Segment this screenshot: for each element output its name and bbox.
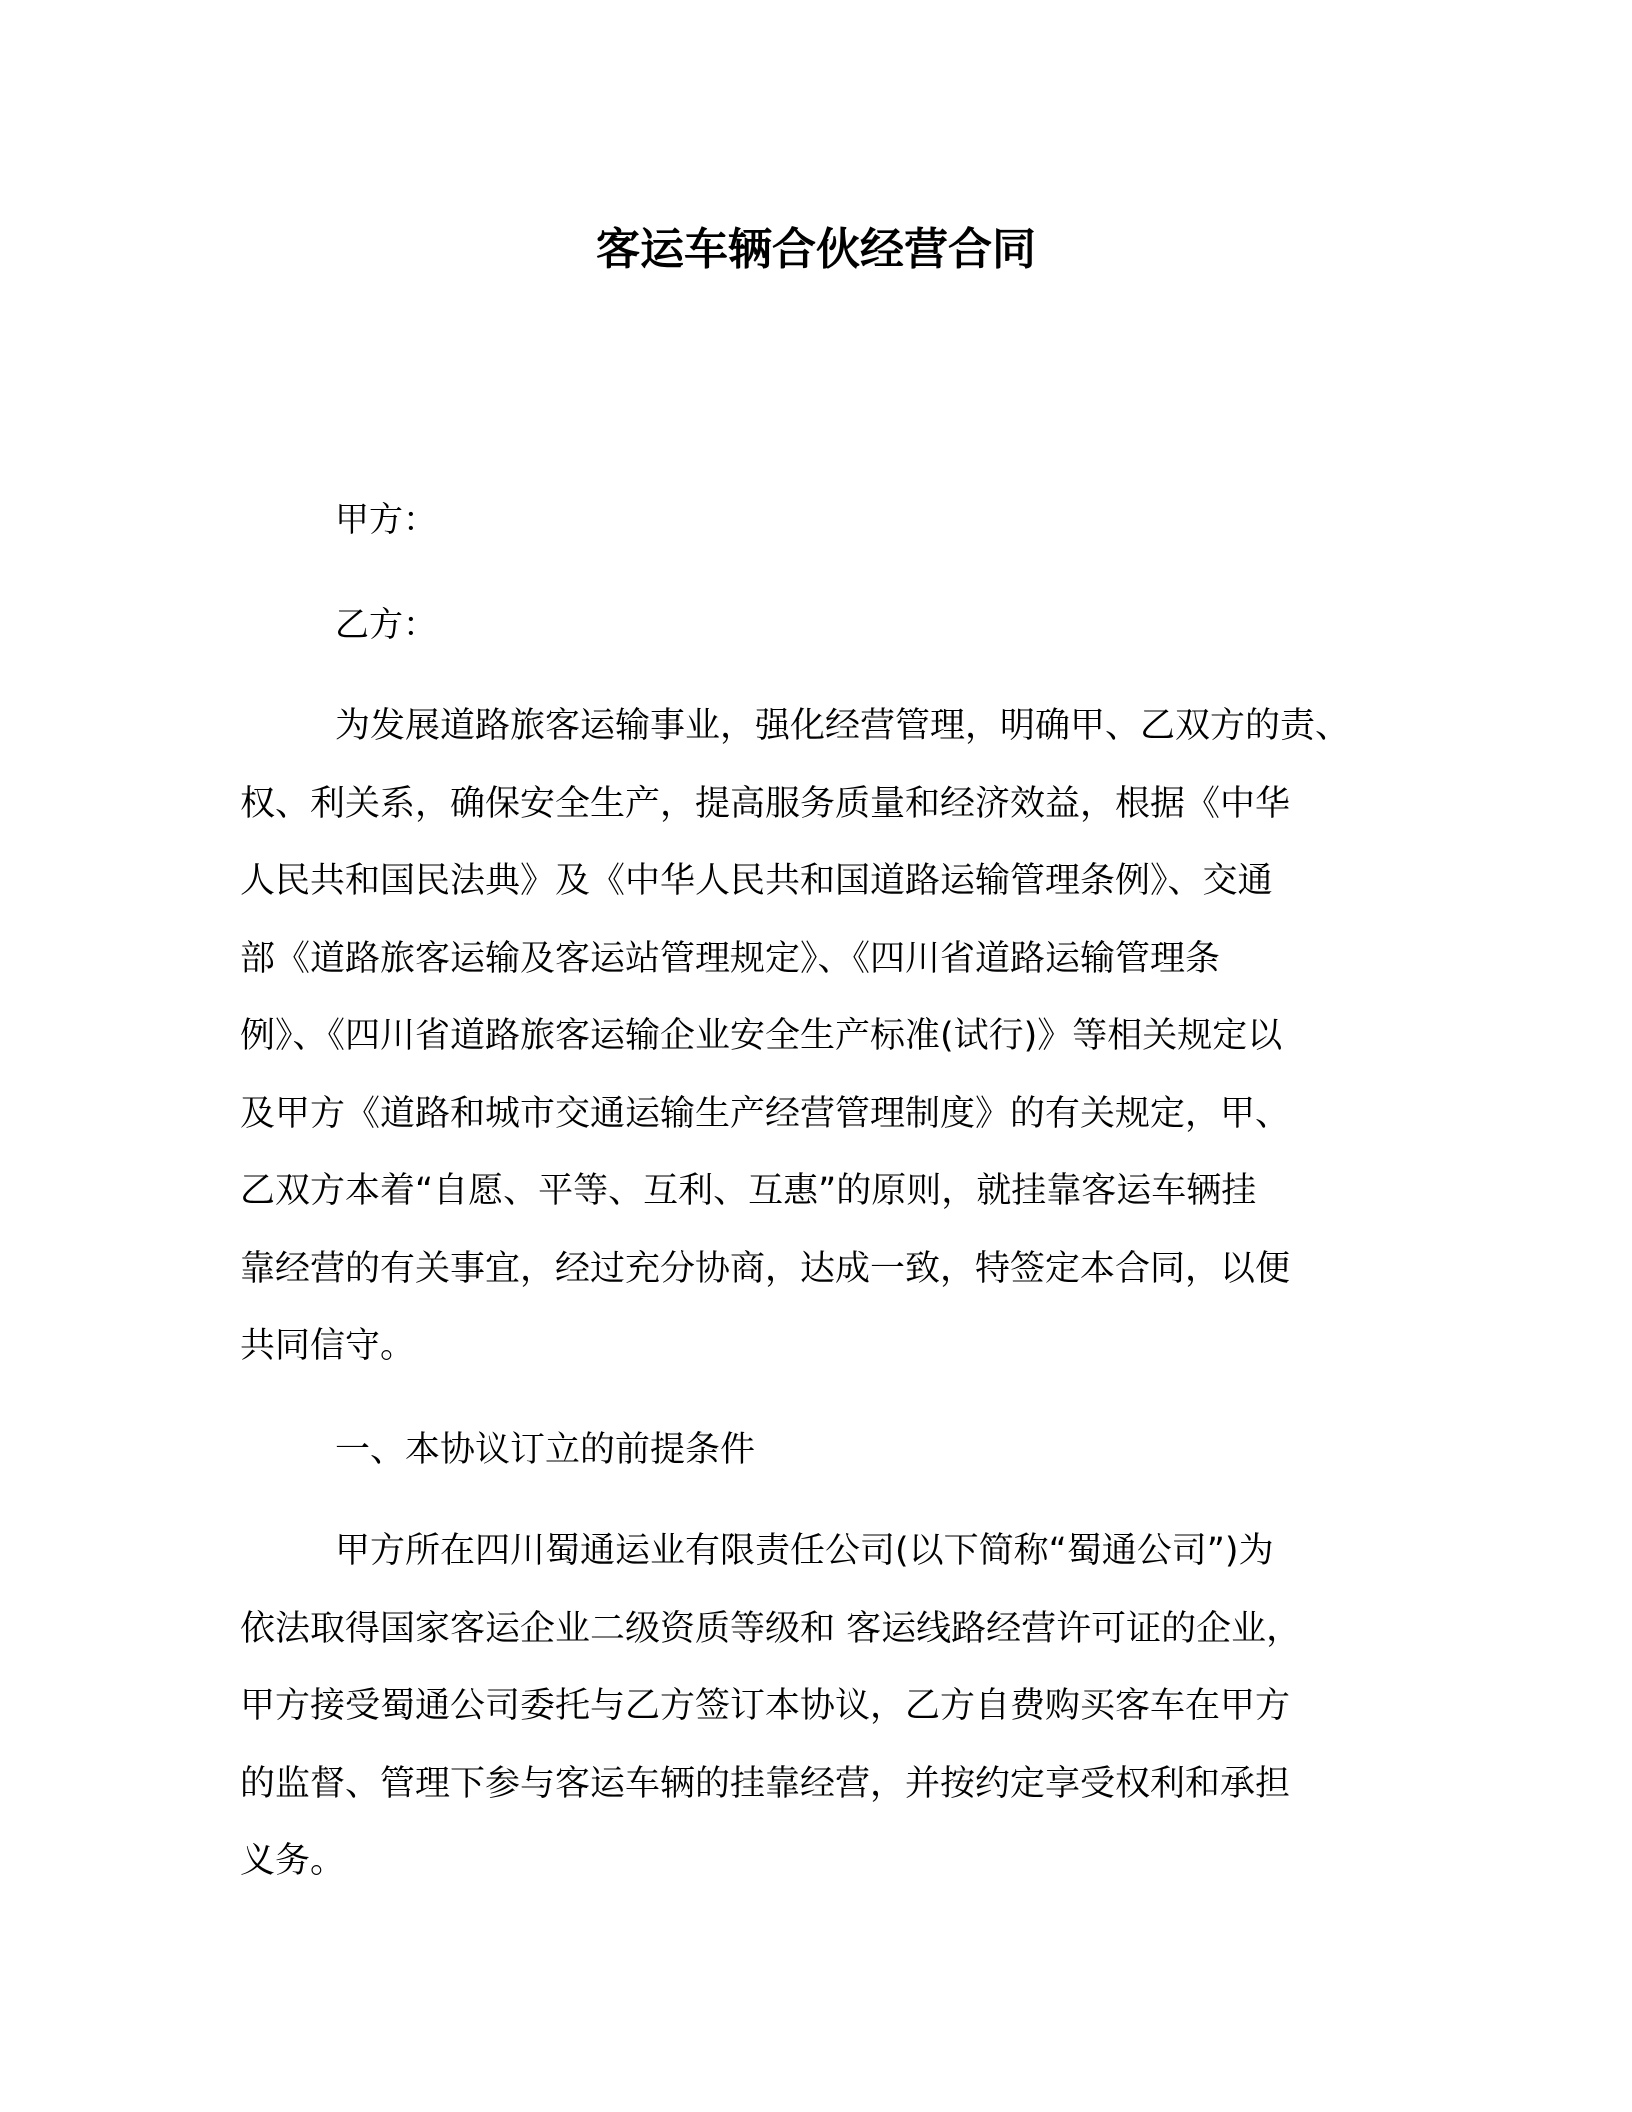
intro-paragraph	[240, 688, 1400, 1386]
document-title: 客运车辆合伙经营合同	[596, 224, 1036, 275]
party-b-label: 乙方：	[335, 605, 437, 645]
paragraph-line: 甲方所在四川蜀通运业有限责任公司(以下简称“蜀通公司”)为	[335, 1531, 1274, 1571]
section-1-heading: 一、本协议订立的前提条件	[335, 1430, 756, 1470]
paragraph-line: 靠经营的有关事宜，经过充分协商，达成一致，特签定本合同，以便	[240, 1248, 1291, 1289]
paragraph-line: 例》、《四川省道路旅客运输企业安全生产标准(试行)》等相关规定以	[240, 1016, 1283, 1056]
paragraph-line: 甲方接受蜀通公司委托与乙方签订本协议，乙方自费购买客车在甲方	[240, 1686, 1291, 1726]
paragraph-line: 乙双方本着“自愿、平等、互利、互惠”的原则，就挂靠客运车辆挂	[240, 1171, 1257, 1211]
paragraph-line: 的监督、管理下参与客运车辆的挂靠经营，并按约定享受权利和承担	[240, 1763, 1291, 1804]
paragraph-line: 权、利关系，确保安全生产，提高服务质量和经济效益，根据《中华	[240, 783, 1291, 824]
paragraph-line: 依法取得国家客运企业二级资质等级和 客运线路经营许可证的企业，	[240, 1608, 1302, 1649]
paragraph-line: 部《道路旅客运输及客运站管理规定》、《四川省道路运输管理条	[240, 938, 1221, 979]
paragraph-line: 及甲方《道路和城市交通运输生产经营管理制度》的有关规定，甲、	[240, 1093, 1291, 1134]
paragraph-line: 为发展道路旅客运输事业，强化经营管理，明确甲、乙双方的责、	[335, 706, 1351, 746]
section-1-paragraph	[240, 1513, 1400, 1901]
paragraph-line: 义务。	[240, 1841, 346, 1881]
paragraph-line: 共同信守。	[240, 1326, 416, 1366]
party-a-label: 甲方：	[335, 500, 437, 540]
paragraph-line: 人民共和国民法典》及《中华人民共和国道路运输管理条例》、交通	[240, 861, 1273, 901]
